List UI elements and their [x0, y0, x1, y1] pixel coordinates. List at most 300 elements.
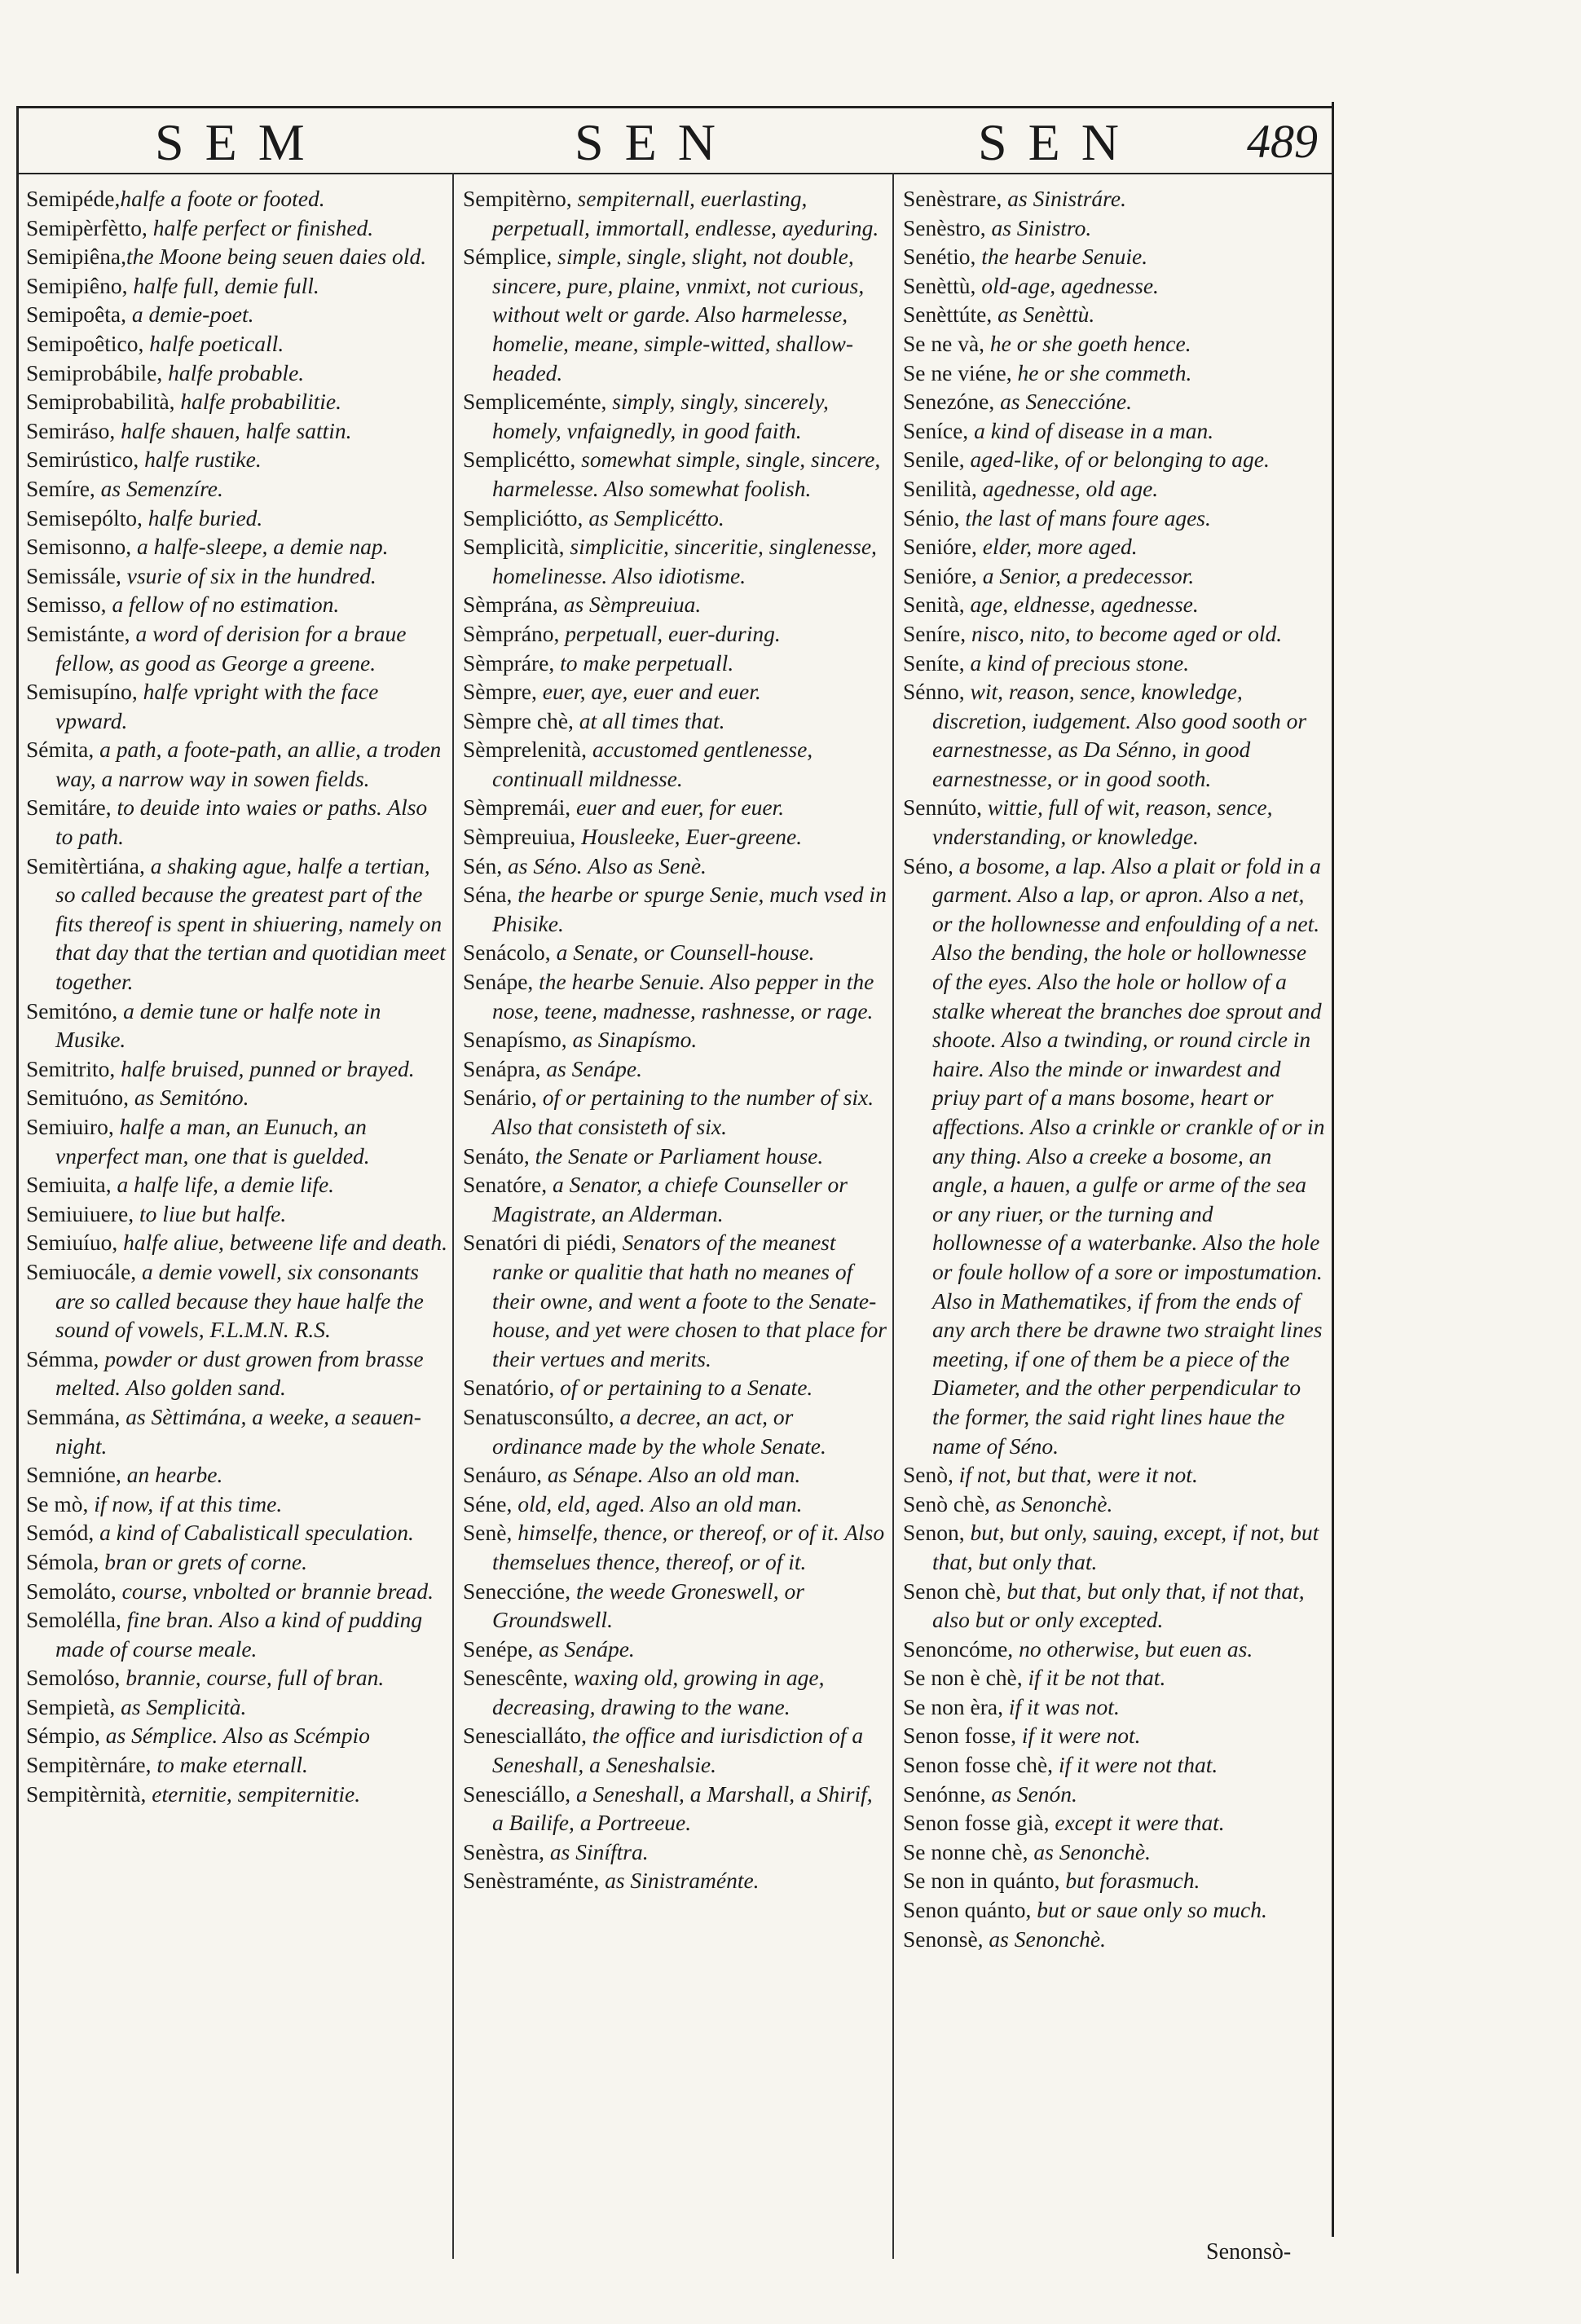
dictionary-entry [463, 504, 887, 533]
headword: Senon chè, [903, 1578, 1002, 1604]
dictionary-entry [26, 300, 450, 329]
dictionary-entry [26, 561, 450, 591]
headword: Semipèrfètto, [26, 214, 148, 240]
headword: Sèmpreuiua, [463, 824, 576, 850]
dictionary-entry [903, 619, 1327, 649]
definition: as Sinistro. [985, 214, 1092, 240]
headword: Senápra, [463, 1055, 541, 1081]
definition: perpetuall, euer-during. [559, 620, 781, 646]
headword: Semipéde, [26, 186, 121, 211]
definition: to deuide into waies or paths. Also to path. [55, 794, 428, 850]
dictionary-entry [26, 445, 450, 474]
definition: bran or grets of corne. [99, 1548, 308, 1574]
dictionary-entry [26, 1345, 450, 1402]
definition: a word of derision for a braue fellow, as good as George a greene. [55, 620, 407, 676]
definition: a fellow of no estimation. [106, 592, 340, 618]
definition: a halfe life, a demie life. [111, 1172, 335, 1198]
headword: Semirústico, [26, 447, 139, 473]
catchword: Senonsò- [1206, 2239, 1292, 2265]
headword: Séne, [463, 1490, 513, 1516]
dictionary-entry [463, 1373, 887, 1402]
definition: as Semitóno. [129, 1085, 249, 1111]
definition: an hearbe. [121, 1462, 223, 1488]
headword: Se non è chè, [903, 1665, 1023, 1691]
dictionary-entry [903, 184, 1327, 213]
headword: Sempietà, [26, 1693, 116, 1719]
dictionary-entry [903, 1808, 1327, 1838]
definition: a Senator, a chiefe Counseller or Magistrate, an Alderman. [492, 1172, 848, 1226]
headword: Seníre, [903, 620, 967, 646]
definition: waxing old, growing in age, decreasing, drawing to the wane. [492, 1665, 825, 1719]
headword: Senonsè, [903, 1926, 984, 1952]
dictionary-entry [26, 1402, 450, 1460]
headword: Senile, [903, 447, 965, 473]
definition: if not, but that, were it not. [953, 1462, 1198, 1488]
definition: of or pertaining to a Senate. [554, 1375, 813, 1401]
definition: the hearbe or spurge Senie, much vsed in Phisike. [492, 882, 887, 936]
dictionary-entry [26, 1460, 450, 1490]
headword: Sèmpre chè, [463, 707, 574, 733]
dictionary-entry [26, 1199, 450, 1229]
dictionary-entry [463, 1663, 887, 1721]
definition: vsurie of six in the hundred. [121, 562, 377, 588]
dictionary-entry [463, 1577, 887, 1635]
headword: Senè, [463, 1520, 513, 1546]
headword: Semplicétto, [463, 447, 576, 473]
definition: as Sinistráre. [1002, 186, 1126, 211]
definition: aged-like, of or belonging to age. [964, 447, 1270, 473]
definition: he or she goeth hence. [984, 330, 1191, 356]
definition: as Sinapísmo. [566, 1027, 698, 1053]
dictionary-entry [903, 1692, 1327, 1722]
definition: if it were not. [1016, 1723, 1141, 1749]
headword: Senónne, [903, 1780, 986, 1807]
headword: Senápe, [463, 969, 534, 995]
dictionary-entry [26, 1780, 450, 1809]
dictionary-entry [463, 1170, 887, 1228]
dictionary-entry [26, 1112, 450, 1170]
dictionary-entry [903, 1866, 1327, 1895]
dictionary-entry [463, 619, 887, 649]
dictionary-entry [903, 271, 1327, 301]
definition: a bosome, a lap. Also a plait or fold in a garment. Also a lap, or apron. Also a net, or the hollownesse and enfoulding of a net. Also the bending, the hole or hollownesse of the eyes. Also the hole or hollow of a stalke whereat the branches doe sprout and shoote. Also a twinding, or round circle in haire. Also the minde or inwardest and priuy part of a mans bosome, heart or affections. Also a crinkle or crankle of or in any thing. Also a creeke a bosome, an angle, a hauen, a gulfe or arme of the sea or any riuer, or the turning and hollownesse of a waterbanke. Also the hole or foule hollow of a sore or impostumation. Also in Mathematikes, if from the ends of any arch there be drawne two straight lines meeting, if one of them be a piece of the Diameter, and the other perpendicular to the former, the said right lines haue the name of Séno. [932, 852, 1325, 1459]
dictionary-entry [463, 1142, 887, 1171]
headword: Senon fosse, [903, 1723, 1017, 1749]
dictionary-entry [463, 1402, 887, 1460]
headword: Senapísmo, [463, 1027, 567, 1053]
dictionary-entry [903, 1577, 1327, 1635]
headword: Semiráso, [26, 417, 116, 443]
headword: Semipiêna, [26, 244, 126, 270]
headword: Semitóno, [26, 997, 118, 1023]
dictionary-entry [26, 735, 450, 793]
running-head-middle: SEN [575, 113, 737, 171]
headword: Senèttúte, [903, 302, 993, 328]
definition: halfe aliue, betweene life and death. [117, 1230, 448, 1256]
left-border [16, 106, 19, 2273]
definition: halfe vpright with the face vpward. [55, 679, 379, 733]
dictionary-entry [903, 1838, 1327, 1867]
definition: but or saue only so much. [1031, 1897, 1267, 1923]
headword: Senescênte, [463, 1665, 569, 1691]
definition: the hearbe Senuie. Also pepper in the nose, teene, madnesse, rashnesse, or rage. [492, 969, 874, 1023]
definition: as Semplicétto. [583, 504, 724, 530]
definition: simplicitie, sinceritie, singlenesse, homelinesse. Also idiotisme. [492, 534, 877, 588]
headword: Se nonne chè, [903, 1838, 1028, 1864]
headword: Sempitèrnità, [26, 1780, 147, 1807]
definition: halfe a foote or footed. [120, 186, 325, 211]
definition: eternitie, sempiternitie. [146, 1780, 361, 1807]
definition: a halfe-sleepe, a demie nap. [131, 534, 389, 560]
headword: Senità, [903, 592, 965, 618]
definition: halfe probabilitie. [174, 389, 341, 415]
top-rule [16, 106, 1332, 108]
dictionary-entry [26, 1547, 450, 1577]
headword: Sempliceménte, [463, 389, 607, 415]
headword: Sempliciótto, [463, 504, 584, 530]
definition: euer and euer, for euer. [570, 794, 785, 821]
headword: Sénio, [903, 504, 960, 530]
definition: the hearbe Senuie. [975, 244, 1148, 270]
headword: Semmána, [26, 1403, 121, 1429]
headword: Semiuocále, [26, 1258, 137, 1284]
dictionary-entry [463, 793, 887, 822]
headword: Sèmpre, [463, 679, 537, 705]
dictionary-entry [903, 1895, 1327, 1925]
dictionary-entry [463, 677, 887, 706]
column-2 [463, 184, 887, 1895]
definition: halfe a man, an Eunuch, an vnperfect man, one that is guelded. [55, 1114, 370, 1169]
headword: Semiprobábile, [26, 359, 163, 385]
definition: agednesse, old age. [976, 475, 1159, 501]
headword: Sempitèrnáre, [26, 1752, 152, 1778]
headword: Semiuiuere, [26, 1200, 134, 1226]
dictionary-entry [903, 1721, 1327, 1750]
headword: Semód, [26, 1520, 95, 1546]
dictionary-entry [463, 938, 887, 967]
definition: somewhat simple, single, sincere, harmelesse. Also somewhat foolish. [492, 447, 881, 501]
definition: Senators of the meanest ranke or qualitie that hath no meanes of their owne, and went a foote to the Senate-house, and yet were chosen to that place for their vertues and merits. [492, 1230, 887, 1371]
dictionary-entry [463, 1721, 887, 1779]
dictionary-entry [903, 213, 1327, 243]
definition: a demie tune or halfe note in Musike. [55, 997, 381, 1053]
headword: Semisonno, [26, 534, 132, 560]
right-border [1332, 102, 1334, 2237]
headword: Semituóno, [26, 1085, 130, 1111]
headword: Senácolo, [463, 940, 551, 966]
dictionary-entry [26, 213, 450, 243]
definition: a path, a foote-path, an allie, a troden way, a narrow way in sowen fields. [55, 737, 442, 791]
dictionary-entry [26, 1518, 450, 1547]
definition: halfe probable. [162, 359, 305, 385]
dictionary-entry [26, 793, 450, 851]
definition: of or pertaining to the number of six. Also that consisteth of six. [492, 1085, 874, 1139]
definition: if it be not that. [1022, 1665, 1166, 1691]
dictionary-entry [463, 735, 887, 793]
definition: a kind of Cabalisticall speculation. [94, 1520, 414, 1546]
headword: Seneccióne, [463, 1578, 571, 1604]
dictionary-entry [26, 329, 450, 359]
headword: Senário, [463, 1085, 537, 1111]
headword: Sèmpremái, [463, 794, 571, 821]
definition: brannie, course, full of bran. [120, 1665, 385, 1691]
headword: Senatório, [463, 1375, 555, 1401]
definition: as Semenzíre. [95, 475, 223, 501]
definition: as Sénape. Also an old man. [542, 1462, 801, 1488]
definition: old, eld, aged. Also an old man. [512, 1490, 803, 1516]
dictionary-entry [463, 445, 887, 503]
dictionary-entry [463, 852, 887, 881]
dictionary-entry [463, 242, 887, 387]
headword: Sénno, [903, 679, 965, 705]
definition: if it were not that. [1053, 1752, 1218, 1778]
headword: Senióre, [903, 534, 977, 560]
running-head-left: SEM [155, 113, 326, 171]
dictionary-entry [903, 1780, 1327, 1809]
headword: Sennúto, [903, 794, 983, 821]
dictionary-entry [463, 1838, 887, 1867]
dictionary-entry [463, 649, 887, 678]
headword: Senon fosse chè, [903, 1752, 1054, 1778]
dictionary-entry [26, 1490, 450, 1519]
column-rule-2 [892, 173, 894, 2259]
headword: Semitrito, [26, 1055, 116, 1081]
definition: accustomed gentlenesse, continuall mildnesse. [492, 737, 813, 791]
definition: as Sinistraménte. [599, 1868, 760, 1894]
dictionary-entry [26, 416, 450, 446]
dictionary-entry [26, 184, 450, 213]
definition: but, but only, sauing, except, if not, but that, but only that. [932, 1520, 1319, 1574]
definition: halfe bruised, punned or brayed. [115, 1055, 415, 1081]
definition: simple, single, slight, not double, sincere, pure, plaine, vnmixt, not curious, without welt or garde. Also harmelesse, homelie, meane, simple-witted, shallow-headed. [492, 244, 865, 385]
dictionary-entry [26, 619, 450, 677]
definition: sempiternall, euerlasting, perpetuall, immortall, endlesse, ayeduring. [492, 186, 879, 240]
dictionary-entry [903, 359, 1327, 388]
definition: halfe rustike. [139, 447, 262, 473]
headword: Sémita, [26, 737, 95, 763]
dictionary-entry [26, 1750, 450, 1780]
definition: to make eternall. [151, 1752, 308, 1778]
headword: Sèmprána, [463, 592, 558, 618]
definition: to liue but halfe. [134, 1200, 287, 1226]
dictionary-entry [903, 1750, 1327, 1780]
definition: if now, if at this time. [88, 1490, 283, 1516]
headword: Senò chè, [903, 1490, 990, 1516]
definition: a decree, an act, or ordinance made by the whole Senate. [492, 1403, 826, 1459]
dictionary-entry [463, 387, 887, 445]
headword: Senèttù, [903, 272, 976, 298]
dictionary-entry [26, 1228, 450, 1257]
definition: halfe perfect or finished. [147, 214, 374, 240]
headword: Senò, [903, 1462, 953, 1488]
headword: Sémpio, [26, 1723, 100, 1749]
definition: euer, aye, euer and euer. [536, 679, 761, 705]
definition: if it was not. [1002, 1693, 1120, 1719]
dictionary-entry [903, 329, 1327, 359]
dictionary-entry [26, 1083, 450, 1112]
dictionary-entry [903, 300, 1327, 329]
dictionary-entry [463, 967, 887, 1025]
definition: the Senate or Parliament house. [529, 1142, 824, 1169]
dictionary-entry [903, 504, 1327, 533]
headword: Senèstraménte, [463, 1868, 600, 1894]
headword: Semolóso, [26, 1665, 121, 1691]
headword: Sempitèrno, [463, 186, 572, 211]
dictionary-entry [26, 474, 450, 504]
dictionary-entry [903, 677, 1327, 793]
dictionary-entry [463, 590, 887, 619]
definition: fine bran. Also a kind of pudding made of course meale. [55, 1607, 423, 1662]
definition: no otherwise, but euen as. [1013, 1635, 1253, 1662]
headword: Senióre, [903, 562, 977, 588]
dictionary-entry [26, 1692, 450, 1722]
definition: a Senior, a predecessor. [976, 562, 1195, 588]
dictionary-entry [26, 1170, 450, 1199]
headword: Semplicità, [463, 534, 565, 560]
headword: Senatóre, [463, 1172, 548, 1198]
definition: the office and iurisdiction of a Seneshall, a Seneshalsie. [492, 1723, 864, 1778]
headword: Sémma, [26, 1345, 99, 1371]
dictionary-entry [903, 387, 1327, 416]
dictionary-entry [903, 1460, 1327, 1490]
definition: a demie-poet. [126, 302, 254, 328]
headword: Senescialláto, [463, 1723, 587, 1749]
dictionary-entry [903, 649, 1327, 678]
definition: as Séno. Also as Senè. [502, 852, 707, 878]
definition: a demie vowell, six consonants are so called because they haue halfe the sound of vowels, F.L.M.N. R.S. [55, 1258, 424, 1343]
headword: Seníce, [903, 417, 969, 443]
headword: Semnióne, [26, 1462, 121, 1488]
definition: as Sèttimána, a weeke, a seauen-night. [55, 1403, 421, 1459]
dictionary-entry [26, 359, 450, 388]
headword: Senesciállo, [463, 1780, 571, 1807]
definition: as Senèttù. [992, 302, 1095, 328]
dictionary-entry [463, 822, 887, 852]
dictionary-entry [26, 271, 450, 301]
definition: except it were that. [1049, 1810, 1225, 1836]
dictionary-entry [26, 677, 450, 735]
headword: Séno, [903, 852, 953, 878]
dictionary-entry [903, 1518, 1327, 1576]
headword: Semisso, [26, 592, 107, 618]
headword: Séna, [463, 882, 513, 908]
dictionary-entry [463, 1228, 887, 1373]
running-head-right: SEN [978, 113, 1140, 171]
headword: Seníte, [903, 649, 965, 676]
headword: Semitèrtiána, [26, 852, 145, 878]
definition: halfe full, demie full. [127, 272, 319, 298]
dictionary-entry [903, 1490, 1327, 1519]
headword: Semiprobabilità, [26, 389, 175, 415]
definition: as Senón. [985, 1780, 1077, 1807]
dictionary-entry [26, 1257, 450, 1345]
definition: the last of mans foure ages. [959, 504, 1211, 530]
definition: as Seneccióne. [994, 389, 1132, 415]
definition: halfe poeticall. [143, 330, 284, 356]
headword: Semoláto, [26, 1578, 117, 1604]
headword: Senáuro, [463, 1462, 542, 1488]
dictionary-entry [463, 1054, 887, 1084]
headword: Semisepólto, [26, 504, 143, 530]
column-3 [903, 184, 1327, 1953]
definition: halfe shauen, halfe sattin. [115, 417, 352, 443]
headword: Semiuiro, [26, 1114, 114, 1139]
headword: Semisupíno, [26, 679, 138, 705]
dictionary-entry [26, 1721, 450, 1750]
definition: as Siníftra. [544, 1838, 649, 1864]
definition: a kind of disease in a man. [968, 417, 1214, 443]
dictionary-entry [26, 1577, 450, 1606]
headword: Semipiêno, [26, 272, 128, 298]
headword: Senon quánto, [903, 1897, 1032, 1923]
definition: as Senonchè. [983, 1926, 1106, 1952]
headword: Semiuíuo, [26, 1230, 118, 1256]
dictionary-entry [463, 1025, 887, 1054]
definition: simply, singly, sincerely, homely, vnfaignedly, in good faith. [492, 389, 829, 443]
headword: Senèstrare, [903, 186, 1002, 211]
headword: Sèmpráre, [463, 649, 555, 676]
headword: Senétio, [903, 244, 976, 270]
headword: Senon, [903, 1520, 965, 1546]
dictionary-entry [26, 1605, 450, 1663]
column-1 [26, 184, 450, 1808]
header-rule [16, 173, 1332, 174]
dictionary-entry [463, 1866, 887, 1895]
headword: Se ne và, [903, 330, 985, 356]
definition: the weede Groneswell, or Groundswell. [492, 1578, 805, 1633]
dictionary-entry [26, 387, 450, 416]
dictionary-entry [463, 532, 887, 590]
headword: Senoncóme, [903, 1635, 1014, 1662]
definition: to make perpetuall. [554, 649, 734, 676]
dictionary-entry [26, 1663, 450, 1692]
definition: as Semplicità. [115, 1693, 247, 1719]
headword: Se non èra, [903, 1693, 1003, 1719]
headword: Semiuita, [26, 1172, 112, 1198]
dictionary-entry [463, 1460, 887, 1490]
dictionary-entry [26, 997, 450, 1054]
definition: a Senate, or Counsell-house. [550, 940, 815, 966]
headword: Senépe, [463, 1635, 534, 1662]
definition: at all times that. [573, 707, 725, 733]
definition: he or she commeth. [1011, 359, 1192, 385]
headword: Semistánte, [26, 620, 130, 646]
definition: wit, reason, sence, knowledge, discretion, iudgement. Also good sooth or earnestnesse, as Da Sénno, in good earnestnesse, or in good sooth. [932, 679, 1307, 791]
headword: Sèmprelenità, [463, 737, 587, 763]
page-number: 489 [1247, 115, 1318, 168]
dictionary-entry [903, 590, 1327, 619]
headword: Semipoêta, [26, 302, 126, 328]
definition: age, eldnesse, agednesse. [964, 592, 1199, 618]
definition: the Moone being seuen daies old. [126, 244, 427, 270]
definition: a shaking ague, halfe a tertian, so called because the greatest part of the fits thereof is spent in shiuering, namely on that day that the tertian and quotidian meet together. [55, 852, 446, 995]
dictionary-entry [26, 532, 450, 561]
dictionary-entry [463, 706, 887, 736]
headword: Sémola, [26, 1548, 99, 1574]
headword: Se mò, [26, 1490, 89, 1516]
headword: Senilità, [903, 475, 977, 501]
headword: Se ne viéne, [903, 359, 1012, 385]
definition: halfe buried. [142, 504, 263, 530]
headword: Senèstro, [903, 214, 986, 240]
dictionary-entry [903, 416, 1327, 446]
definition: himselfe, thence, or thereof, or of it. Also themselues thence, thereof, or of it. [492, 1520, 885, 1574]
definition: wittie, full of wit, reason, sence, vnderstanding, or knowledge. [932, 794, 1273, 850]
definition: course, vnbolted or brannie bread. [116, 1578, 434, 1604]
definition: as Senonchè. [989, 1490, 1113, 1516]
headword: Se non in quánto, [903, 1868, 1060, 1894]
headword: Senèstra, [463, 1838, 545, 1864]
